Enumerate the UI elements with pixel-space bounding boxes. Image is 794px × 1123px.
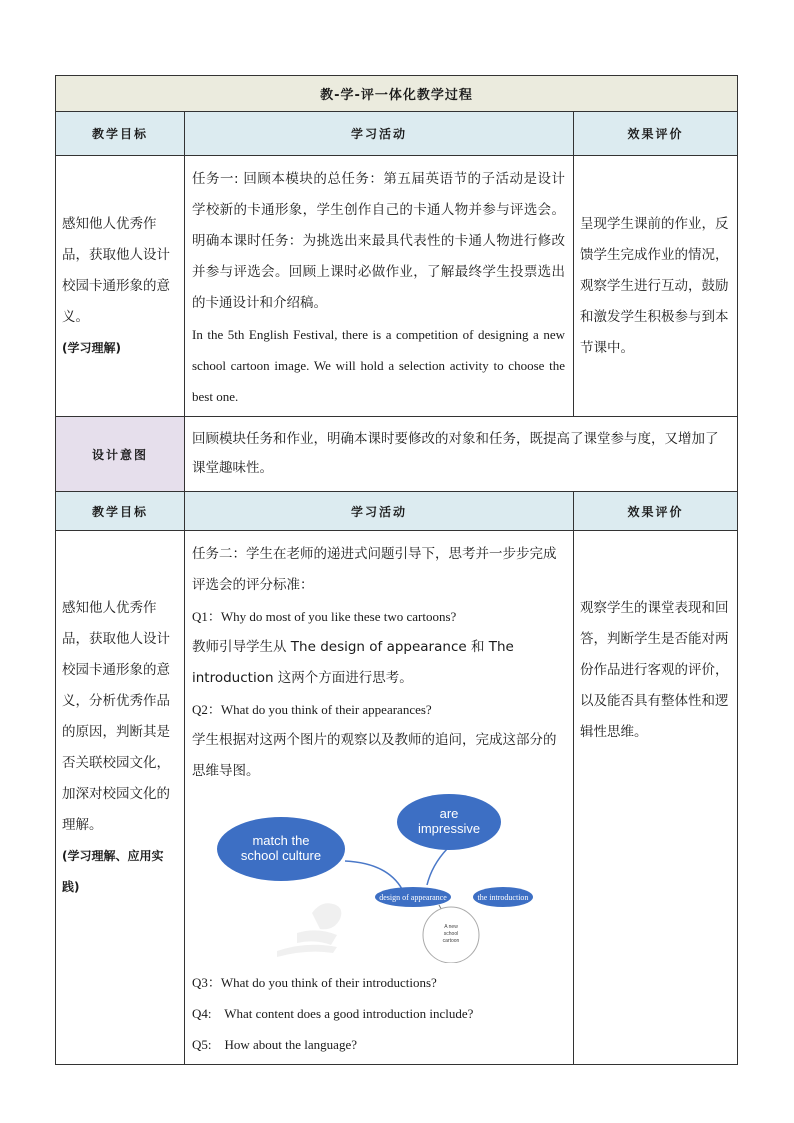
section2-evaluation: 观察学生的课堂表现和回答，判断学生是否能对两份作品进行客观的评价，以及能否具有整体性和逻辑性思维。 (574, 531, 738, 1065)
section1-row (56, 156, 738, 417)
bubble-match-line1: match the (252, 833, 310, 848)
section2-after-q2: 学生根据对这两个图片的观察以及教师的追问，完成这部分的思维导图。 (192, 732, 557, 779)
section1-goal-cell (56, 156, 185, 417)
header-activity: 学习活动 (185, 112, 574, 156)
section2-guide: 教师引导学生从 The design of appearance 和 The introduction 这两个方面进行思考。 (192, 639, 514, 686)
section1-goal-tag: (学习理解) (62, 340, 121, 355)
header-activity-2: 学习活动 (185, 492, 574, 531)
connector-impressive (427, 849, 447, 885)
design-intent-label: 设计意图 (56, 417, 185, 492)
table-title: 教-学-评一体化教学过程 (56, 76, 738, 112)
bubble-intro-label: the introduction (477, 893, 529, 902)
watermark-figure (277, 903, 341, 957)
bubble-match-line2: school culture (240, 848, 322, 863)
header-goal: 教学目标 (56, 112, 185, 156)
header-row-2 (56, 492, 738, 531)
bubble-center-line3: cartoon (442, 938, 460, 944)
lesson-process-sheet (55, 75, 737, 1065)
design-intent-row (56, 417, 738, 492)
mind-map-connectors (345, 849, 494, 923)
bubble-center-line1: A new (444, 924, 458, 930)
section2-q5: Q5: How about the language? (192, 1037, 357, 1052)
section2-task: 任务二：学生在老师的递进式问题引导下，思考并一步步完成评选会的评分标准： (192, 546, 557, 593)
section2-q2: Q2：What do you think of their appearances? (192, 702, 432, 717)
appearance-mind-map (217, 793, 557, 963)
section1-activity-cn: 任务一: 回顾本模块的总任务：第五届英语节的子活动是设计学校新的卡通形象，学生创作自己的卡通人物并参与评选会。明确本课时任务：为挑选出来最具代表性的卡通人物进行修改并参与评选会。回顾上课时必做作业，了解最终学生投票选出的卡通设计和介绍稿。 (192, 171, 565, 311)
header-evaluation: 效果评价 (574, 112, 738, 156)
section2-q4: Q4: What content does a good introduction include? (192, 1006, 474, 1021)
section1-activity-cell (185, 156, 574, 417)
section2-q1: Q1：Why do most of you like these two cartoons? (192, 609, 457, 624)
section2-activity-cell (185, 531, 574, 1065)
section1-evaluation: 呈现学生课前的作业，反馈学生完成作业的情况，观察学生进行互动，鼓励和激发学生积极参与到本节课中。 (574, 156, 738, 417)
section2-goal: 感知他人优秀作品，获取他人设计校园卡通形象的意义，分析优秀作品的原因，判断其是否关联校园文化，加深对校园文化的理解。 (62, 600, 170, 833)
connector-match (345, 861, 402, 889)
section2-goal-tag: (学习理解、应用实践) (62, 849, 164, 894)
title-row (56, 76, 738, 112)
bubble-center-line2: school (443, 931, 459, 937)
section2-row (56, 531, 738, 1065)
bubble-impressive-line2: impressive (417, 821, 481, 836)
section1-activity-en: In the 5th English Festival, there is a competition of designing a new school cartoon image. We will hold a selection activity to choose the best one. (192, 327, 565, 404)
section1-goal: 感知他人优秀作品，获取他人设计校园卡通形象的意义。 (62, 215, 170, 325)
section2-goal-cell (56, 531, 185, 1065)
bubble-design-label: design of appearance (379, 893, 447, 902)
bubble-impressive-line1: are (439, 806, 459, 821)
section2-q3: Q3：What do you think of their introductions? (192, 975, 437, 990)
header-evaluation-2: 效果评价 (574, 492, 738, 531)
header-goal-2: 教学目标 (56, 492, 185, 531)
design-intent-text: 回顾模块任务和作业，明确本课时要修改的对象和任务，既提高了课堂参与度，又增加了课堂趣味性。 (185, 417, 738, 492)
header-row-1 (56, 112, 738, 156)
process-table (55, 75, 738, 1065)
